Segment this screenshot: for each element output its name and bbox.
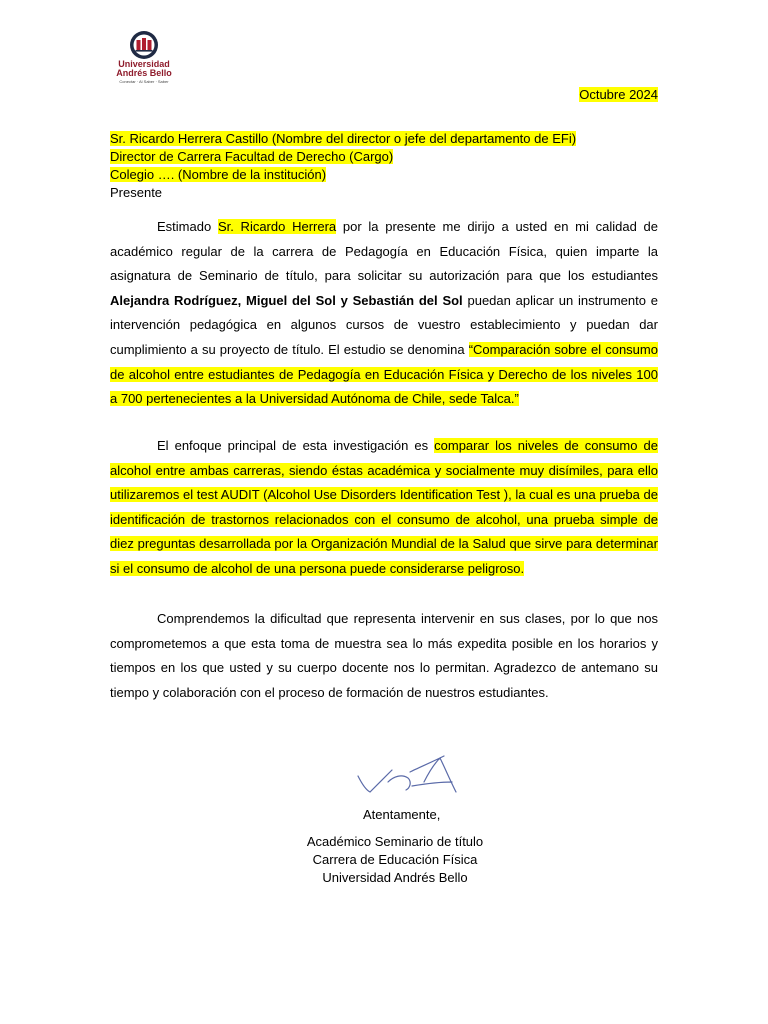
- signature-program: Carrera de Educación Física: [312, 852, 478, 867]
- university-crest-icon: [108, 30, 180, 60]
- request-text-a: por la presente me dirijo a usted en mi calidad de académico regular de la carrera de Pedagogía en Educación Física, quien imparte la asignatura de Seminario de título, para solicitar su autorización para que los estudiantes: [110, 219, 658, 284]
- thanks-text: Comprendemos la dificultad que representa intervenir en sus clases, por lo que nos comprometemos a que esta toma de muestra sea lo más expedita posible en los horarios y tiempos en los que usted y su cuerpo docente nos lo permitan. Agradezco de antemano su tiempo y colaboración con el proceso de formación de nuestros estudiantes.: [110, 611, 658, 700]
- student-names: Alejandra Rodríguez, Miguel del Sol y Sebastián del Sol: [110, 292, 463, 308]
- paragraph-request: [110, 215, 658, 412]
- logo-motto: Conectar · Al Saber · Saber: [119, 79, 169, 84]
- recipient-institution: Colegio …. (Nombre de la institución): [110, 167, 327, 182]
- date-text: Octubre 2024: [579, 87, 658, 102]
- request-text-b: puedan aplicar un instrumento e intervención pedagógica en algunos cursos de vuestro establecimiento y puedan dar cumplimiento a su proyecto de título. El estudio se denomina: [110, 292, 658, 357]
- logo-name-line1: Universidad: [118, 59, 170, 69]
- recipient-name: Sr. Ricardo Herrera Castillo (Nombre del director o jefe del departamento de EFi): [110, 131, 577, 146]
- logo-wordmark: [108, 60, 180, 77]
- recipient-block: [110, 130, 576, 202]
- greeting-name: Sr. Ricardo Herrera: [217, 219, 337, 234]
- recipient-position: Director de Carrera Facultad de Derecho (Cargo): [110, 149, 394, 164]
- recipient-presente: Presente: [110, 185, 163, 200]
- handwritten-signature-icon: [352, 752, 462, 798]
- paragraph-thanks: [110, 607, 658, 705]
- focus-highlight: comparar los niveles de consumo de alcohol entre ambas carreras, siendo éstas académica y socialmente muy disímiles, para ello utilizaremos el test AUDIT (Alcohol Use Disorders Identification Test ), la cual es una prueba de identificación de trastornos relacionados con el consumo de alcohol, una prueba simple de diez preguntas desarrollada por la Organización Mundial de la Salud que sirve para determinar si el consumo de alcohol de una persona puede considerarse peligroso.: [110, 438, 658, 576]
- paragraph-focus: [110, 434, 658, 582]
- focus-text: El enfoque principal de esta investigación es: [157, 438, 429, 453]
- university-logo: [108, 30, 180, 88]
- letter-date: [579, 86, 658, 104]
- signature-university: Universidad Andrés Bello: [322, 870, 468, 885]
- signature-block: [295, 833, 495, 887]
- signature-role: Académico Seminario de título: [306, 834, 484, 849]
- study-title: “Comparación sobre el consumo de alcohol entre estudiantes de Pedagogía en Educación Física y Derecho de los niveles 100 a 700 pertenecientes a la Universidad Autónoma de Chile, sede Talca.”: [110, 341, 658, 407]
- closing: Atentamente,: [363, 807, 441, 822]
- logo-name-line2: Andrés Bello: [116, 67, 172, 78]
- greeting: Estimado: [157, 219, 212, 234]
